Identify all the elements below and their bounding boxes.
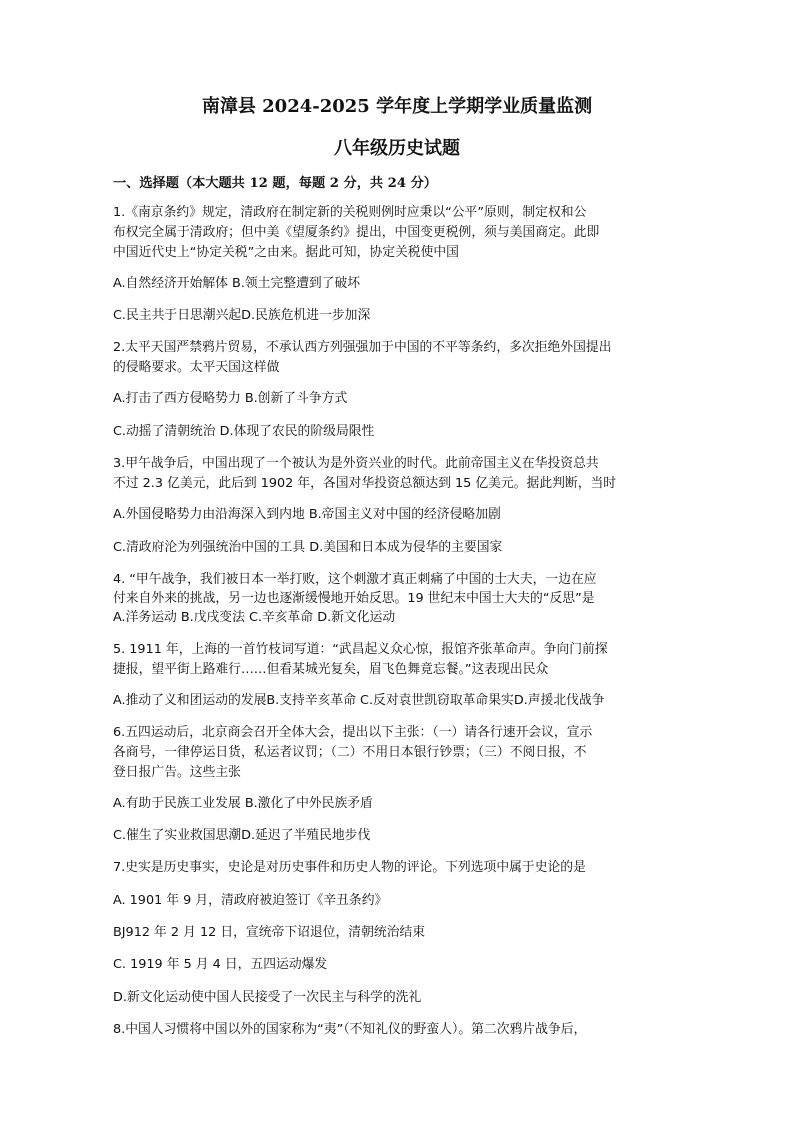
exam-subtitle: 八年级历史试题 [334,138,460,159]
text-line: 布权完全属于清政府；但中美《望厦条约》提出，中国变更税例，须与美国商定。此即 [113,225,600,240]
text-line: 登日报广告。这些主张 [113,765,241,780]
text-line: 捷报，望平街上路难行……但看某城光复矣，眉飞色舞竟忘餐。”这表现出民众 [113,662,549,677]
option-line: A.外国侵略势力由沿海深入到内地 B.帝国主义对中国的经济侵略加剧 [113,507,501,522]
text-line: 2.太平天国严禁鸦片贸易，不承认西方列强强加于中国的不平等条约，多次拒绝外国提出 [113,340,612,355]
option-line: A. 1901 年 9 月，清政府被迫签订《辛丑条约》 [113,893,388,908]
option-line: A.自然经济开始解体 B.领土完整遭到了破坏 [113,276,361,291]
option-line: A.洋务运动 B.戊戌变法 C.辛亥革命 D.新文化运动 [113,610,396,625]
option-line: C.清政府沦为列强统治中国的工具 D.美国和日本成为侵华的主要国家 [113,540,503,555]
exam-title: 南漳县 2024-2025 学年度上学期学业质量监测 [201,96,593,117]
option-line: C.民主共于日思潮兴起D.民族危机进一步加深 [113,308,371,323]
section-heading: 一、选择题（本大题共 12 题，每题 2 分，共 24 分） [113,176,437,191]
text-line: 4. “甲午战争，我们被日本一举打败，这个刺激才真正刺痛了中国的士大夫，一边在应 [113,572,597,587]
text-line: 不过 2.3 亿美元，此后到 1902 年，各国对华投资总额达到 15 亿美元。据此判断，当时 [113,476,617,491]
text-line: 6.五四运动后，北京商会召开全体大会，提出以下主张：（一）请各行速开会议，宣示 [113,725,593,740]
option-line: A.有助于民族工业发展 B.激化了中外民族矛盾 [113,796,373,811]
option-line: BJ912 年 2 月 12 日，宣统帝下诏退位，清朝统治结束 [113,925,426,940]
text-line: 1.《南京条约》规定，清政府在制定新的关税则例时应秉以“公平”原则，制定权和公 [113,205,587,220]
text-line: 7.史实是历史事实，史论是对历史事件和历史人物的评论。下列选项中属于史论的是 [113,860,586,875]
text-line: 付来自外来的挑战，另一边也逐渐缓慢地开始反思。19 世纪末中国士大夫的“反思”是 [113,591,595,606]
text-line: 的侵略要求。太平天国这样做 [113,360,280,375]
text-line: 3.甲午战争后，中国出现了一个被认为是外资兴业的时代。此前帝国主义在华投资总共 [113,456,599,471]
option-line: C.催生了实业救国思潮D.延迟了半殖民地步伐 [113,828,371,843]
text-line: 5. 1911 年，上海的一首竹枝词写道：“武昌起义众心惊，报馆齐张革命声。争向门前探 [113,642,608,657]
text-line: 8.中国人习惯将中国以外的国家称为“夷”（不知礼仪的野蛮人）。第二次鸦片战争后， [113,1022,587,1037]
option-line: C.动摇了清朝统治 D.体现了农民的阶级局限性 [113,424,375,439]
option-line: A.打击了西方侵略势力 B.创新了斗争方式 [113,391,348,406]
option-line: C. 1919 年 5 月 4 日，五四运动爆发 [113,957,328,972]
text-line: 中国近代史上“协定关税”之由来。据此可知，协定关税使中国 [113,245,459,260]
option-line: A.推动了义和团运动的发展B.支持辛亥革命 C.反对袁世凯窃取革命果实D.声援北伐战争 [113,693,605,708]
option-line: D.新文化运动使中国人民接受了一次民主与科学的洗礼 [113,990,422,1005]
text-line: 各商号，一律停运日货，私运者议罚；（二）不用日本银行钞票；（三）不阅日报，不 [113,745,587,760]
